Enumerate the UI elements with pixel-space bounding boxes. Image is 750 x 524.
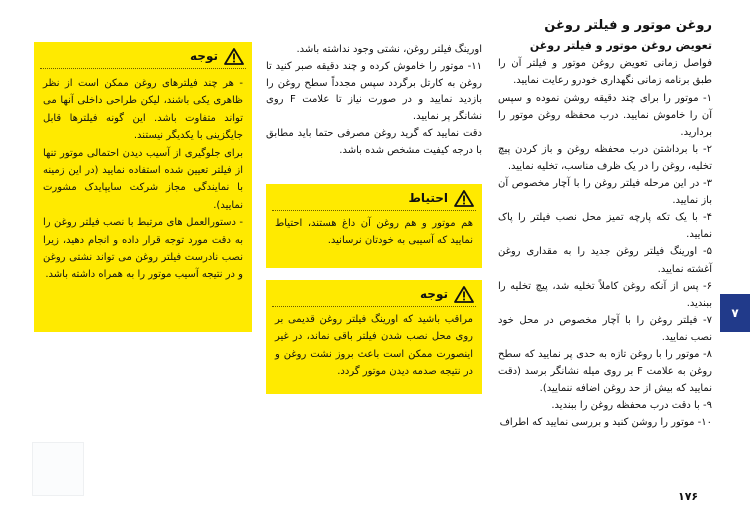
step-7: ۷- فیلتر روغن را با آچار مخصوص در محل خود نصب نمایید. bbox=[498, 314, 712, 343]
caution-box bbox=[266, 184, 482, 268]
section-subtitle: تعویض روغن موتور و فیلتر روغن bbox=[529, 39, 712, 52]
caution-body: هم موتور و هم روغن آن داغ هستند، احتیاط نمایید که آسیبی به خودتان نرسانید. bbox=[275, 218, 473, 247]
warning-triangle-icon bbox=[454, 190, 474, 207]
note-title: توجه bbox=[420, 287, 448, 301]
continued-text: اورینگ فیلتر روغن، نشتی وجود نداشته باشد. bbox=[296, 44, 482, 55]
warning-triangle-icon bbox=[454, 286, 474, 303]
step-9: ۹- با دقت درب محفظه روغن را ببندید. bbox=[551, 400, 712, 412]
note-box-middle bbox=[266, 280, 482, 394]
step-2: ۲- با برداشتن درب محفظه روغن و باز کردن پیچ تخلیه، روغن را در یک ظرف مناسب، تخلیه نمایید. bbox=[498, 143, 712, 172]
right-column bbox=[498, 18, 712, 431]
step-5: ۵- اورینگ فیلتر روغن جدید را به مقداری روغن آغشته نمایید. bbox=[498, 246, 712, 275]
note-paragraph: - هر چند فیلترهای روغن ممکن است از نظر ظاهری یکی باشند، لیکن طراحی داخلی آنها می تواند متفاوت باشد. این گونه فیلترها قابل جایگزینی با یکدیگر نیستند. bbox=[43, 78, 243, 142]
chapter-tab: ۷ bbox=[720, 294, 750, 332]
watermark-logo bbox=[32, 442, 84, 496]
intro-text: فواصل زمانی تعویض روغن موتور و فیلتر آن را طبق برنامه زمانی نگهداری خودرو رعایت نمایید. bbox=[498, 58, 712, 86]
step-4: ۴- با یک تکه پارچه تمیز محل نصب فیلتر را پاک نمایید. bbox=[498, 212, 712, 241]
note-body: مراقب باشید که اورینگ فیلتر روغن قدیمی بر روی محل نصب شدن فیلتر باقی نماند، در غیر اینصورت ممکن است باعث بروز نشت روغن و در نتیجه صدمه دیدن موتور گردد. bbox=[275, 314, 473, 378]
note-paragraph: - دستورالعمل های مرتبط با نصب فیلتر روغن را به دقت مورد توجه قرار داده و انجام دهید، زیرا نصب نادرست فیلتر روغن می تواند نشتی روغن و در نتیجه آسیب موتور را به همراه داشته باشد. bbox=[43, 217, 243, 281]
middle-column bbox=[266, 42, 482, 160]
grade-note: دقت نمایید که گرید روغن مصرفی حتما باید مطابق با درجه کیفیت مشخص شده باشد. bbox=[266, 127, 482, 156]
caution-title: احتیاط bbox=[408, 191, 448, 205]
page-number: ۱۷۶ bbox=[678, 490, 699, 503]
section-title: روغن موتور و فیلتر روغن bbox=[544, 18, 712, 33]
step-1: ۱- موتور را برای چند دقیقه روشن نموده و سپس آن را خاموش نمایید. درب محفظه روغن موتور را بردارید. bbox=[498, 92, 712, 138]
step-11: ۱۱- موتور را خاموش کرده و چند دقیقه صبر کنید تا روغن به کارتل برگردد سپس مجدداً سطح روغن را بازدید نمایید و در صورت نیاز تا علامت F روی نشانگر پر نمایید. bbox=[266, 60, 482, 123]
step-8: ۸- موتور را با روغن تازه به حدی پر نمایید که سطح روغن به علامت F بر روی میله نشانگر برسد (دقت نمایید که بیش از حد روغن اضافه ننمایید). bbox=[498, 349, 712, 395]
step-3: ۳- در این مرحله فیلتر روغن را با آچار مخصوص آن باز نمایید. bbox=[498, 178, 712, 207]
note-title: توجه bbox=[190, 49, 218, 63]
warning-triangle-icon bbox=[224, 48, 244, 65]
step-6: ۶- پس از آنکه روغن کاملاً تخلیه شد، پیچ تخلیه را ببندید. bbox=[498, 280, 712, 309]
note-box-left bbox=[34, 42, 252, 332]
step-10: ۱۰- موتور را روشن کنید و بررسی نمایید که اطراف bbox=[499, 417, 712, 429]
note-paragraph: برای جلوگیری از آسیب دیدن احتمالی موتور تنها از فیلتر تعیین شده استفاده نمایید (در این زمینه با نمایندگی مجاز شرکت سایپایدک مشورت نمایید). bbox=[43, 147, 243, 211]
